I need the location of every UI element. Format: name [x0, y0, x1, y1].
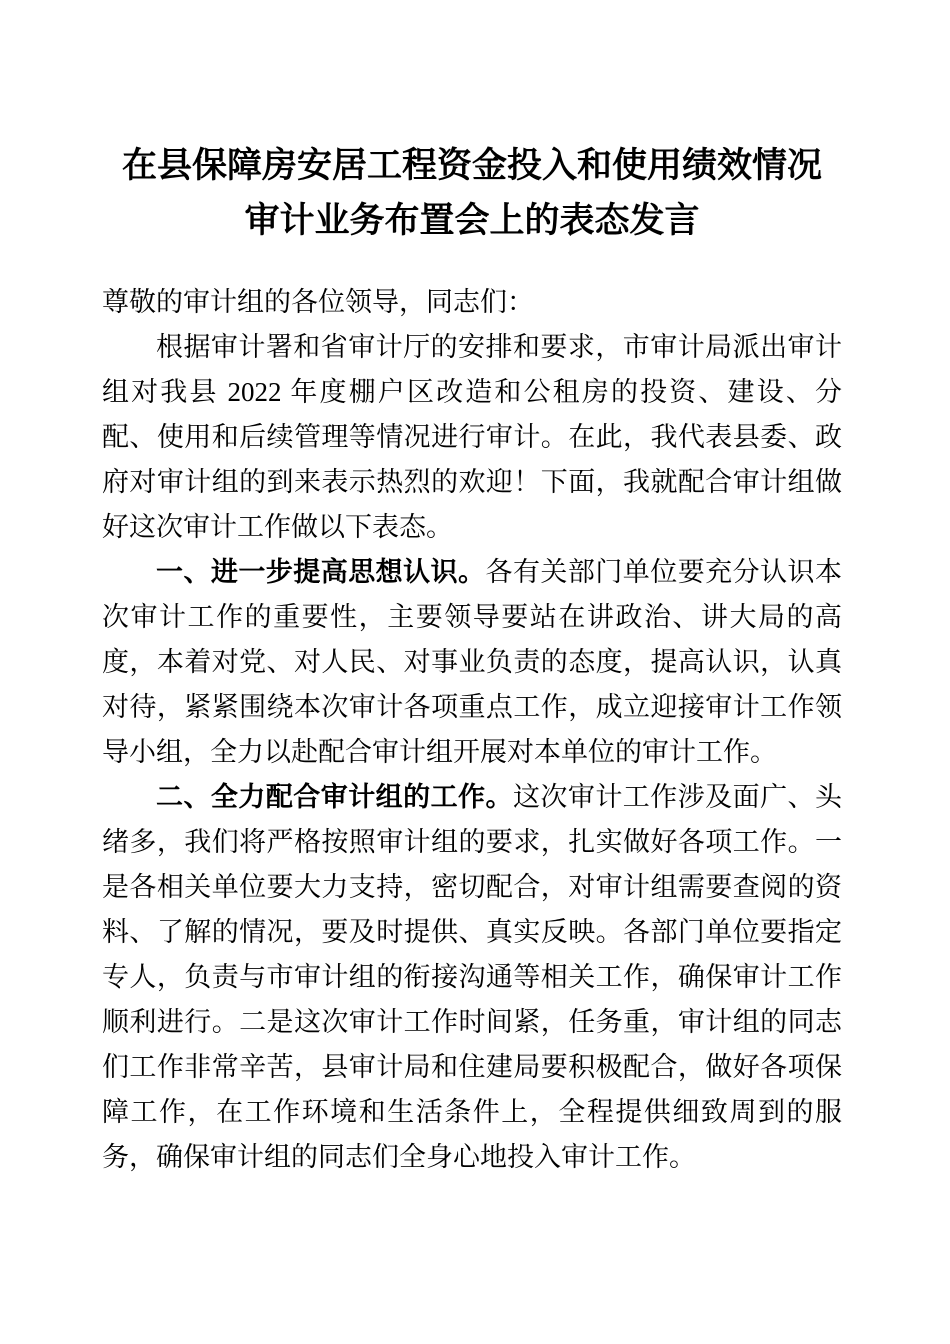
section-2-heading: 二、全力配合审计组的工作。: [156, 782, 513, 812]
document-body: [102, 280, 842, 1180]
section-1-heading: 一、进一步提高思想认识。: [156, 557, 486, 587]
section-1-paragraph: [102, 550, 842, 775]
section-2-paragraph: [102, 775, 842, 1180]
intro-paragraph-text: 根据审计署和省审计厅的安排和要求，市审计局派出审计组对我县 2022 年度棚户区改造和公租房的投资、建设、分配、使用和后续管理等情况进行审计。在此，我代表县委、政府对审计组的到来表示热烈的欢迎！下面，我就配合审计组做好这次审计工作做以下表态。: [102, 332, 842, 542]
section-1-body-text: 各有关部门单位要充分认识本次审计工作的重要性，主要领导要站在讲政治、讲大局的高度，本着对党、对人民、对事业负责的态度，提高认识，认真对待，紧紧围绕本次审计各项重点工作，成立迎接审计工作领导小组，全力以赴配合审计组开展对本单位的审计工作。: [102, 557, 842, 767]
section-2-body-text: 这次审计工作涉及面广、头绪多，我们将严格按照审计组的要求，扎实做好各项工作。一是各相关单位要大力支持，密切配合，对审计组需要查阅的资料、了解的情况，要及时提供、真实反映。各部门单位要指定专人，负责与市审计组的衔接沟通等相关工作，确保审计工作顺利进行。二是这次审计工作时间紧，任务重，审计组的同志们工作非常辛苦，县审计局和住建局要积极配合，做好各项保障工作，在工作环境和生活条件上，全程提供细致周到的服务，确保审计组的同志们全身心地投入审计工作。: [102, 782, 843, 1172]
intro-paragraph: [102, 325, 842, 550]
document-title: 在县保障房安居工程资金投入和使用绩效情况审计业务布置会上的表态发言: [121, 146, 822, 240]
salutation-line: 尊敬的审计组的各位领导，同志们：: [102, 287, 534, 317]
